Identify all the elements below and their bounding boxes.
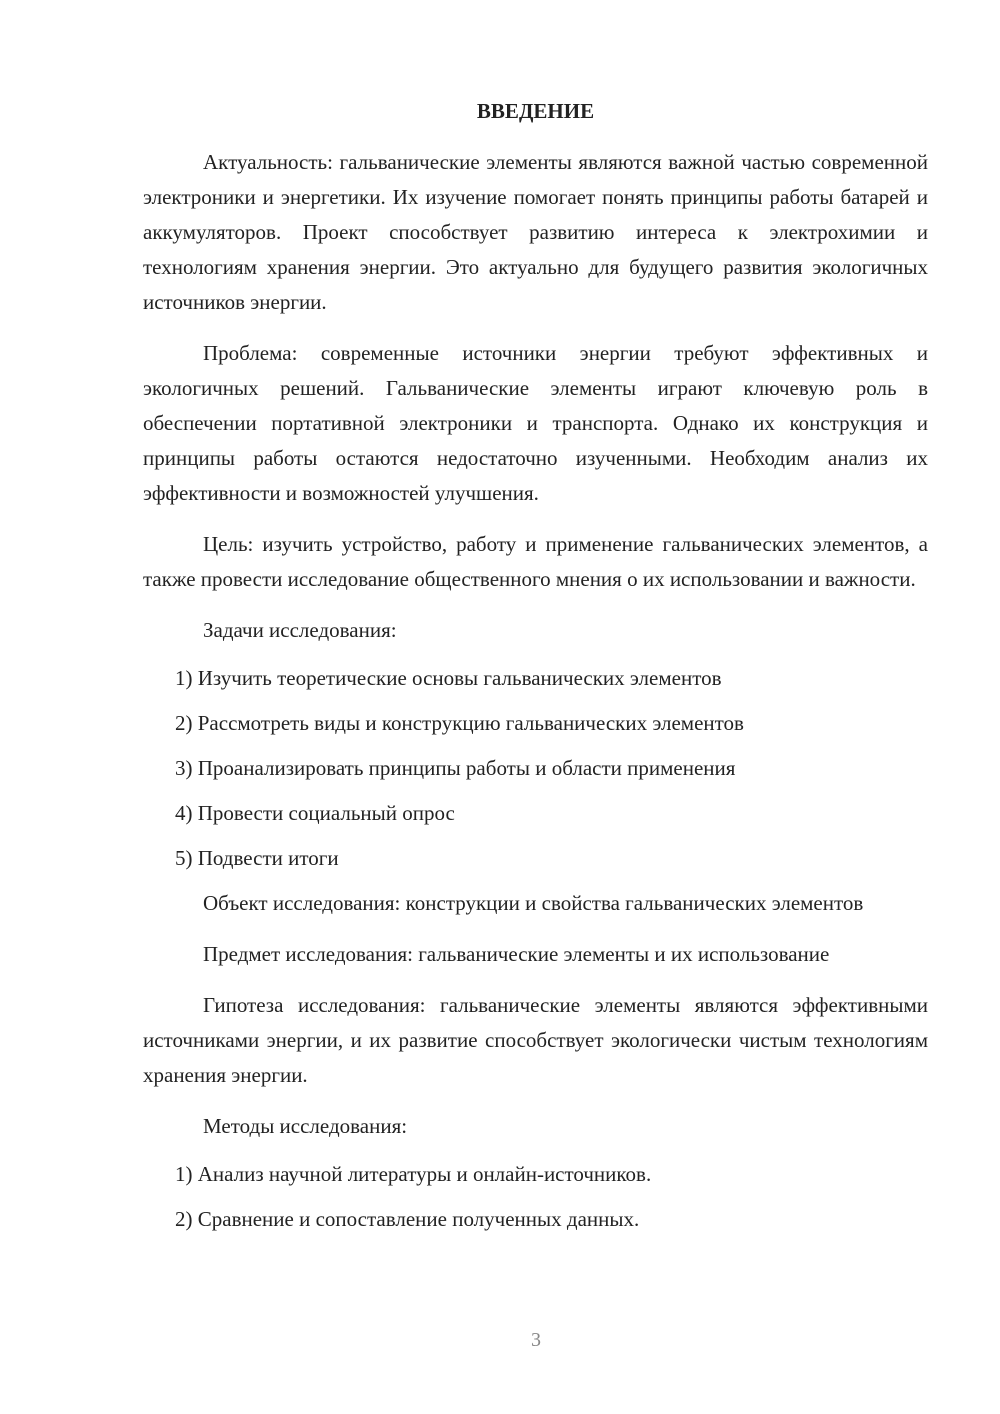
tasks-list (143, 661, 928, 876)
subject-paragraph: Предмет исследования: гальванические элементы и их использование (203, 942, 830, 966)
methods-heading: Методы исследования: (203, 1114, 408, 1138)
problem-paragraph: Проблема: современные источники энергии требуют эффективных и экологичных решений. Гальванические элементы играют ключевую роль в обеспечении портативной электроники и транспорта. Однако их конструкция и принципы работы остаются недостаточно изученными. Необходим анализ их эффективности и возможностей улучшения. (143, 341, 928, 505)
page-content (143, 94, 928, 1247)
goal-paragraph: Цель: изучить устройство, работу и применение гальванических элементов, а также провести исследование общественного мнения о их использовании и важности. (143, 532, 928, 591)
task-item: 5) Подвести итоги (175, 846, 339, 870)
page-number: 3 (531, 1329, 541, 1351)
hypothesis-paragraph: Гипотеза исследования: гальванические элементы являются эффективными источниками энергии, и их развитие способствует экологически чистым технологиям хранения энергии. (143, 993, 928, 1087)
task-item: 4) Провести социальный опрос (175, 801, 455, 825)
tasks-heading: Задачи исследования: (203, 618, 397, 642)
task-item: 2) Рассмотреть виды и конструкцию гальванических элементов (175, 711, 744, 735)
method-item: 1) Анализ научной литературы и онлайн-источников. (175, 1162, 652, 1186)
object-paragraph: Объект исследования: конструкции и свойства гальванических элементов (203, 891, 864, 915)
methods-list (143, 1157, 928, 1237)
task-item: 1) Изучить теоретические основы гальванических элементов (175, 666, 722, 690)
task-item: 3) Проанализировать принципы работы и области применения (175, 756, 736, 780)
method-item: 2) Сравнение и сопоставление полученных данных. (175, 1207, 640, 1231)
section-title: ВВЕДЕНИЕ (476, 99, 595, 123)
relevance-paragraph: Актуальность: гальванические элементы являются важной частью современной электроники и энергетики. Их изучение помогает понять принципы работы батарей и аккумуляторов. Проект способствует развитию интереса к электрохимии и технологиям хранения энергии. Это актуально для будущего развития экологичных источников энергии. (143, 150, 928, 314)
